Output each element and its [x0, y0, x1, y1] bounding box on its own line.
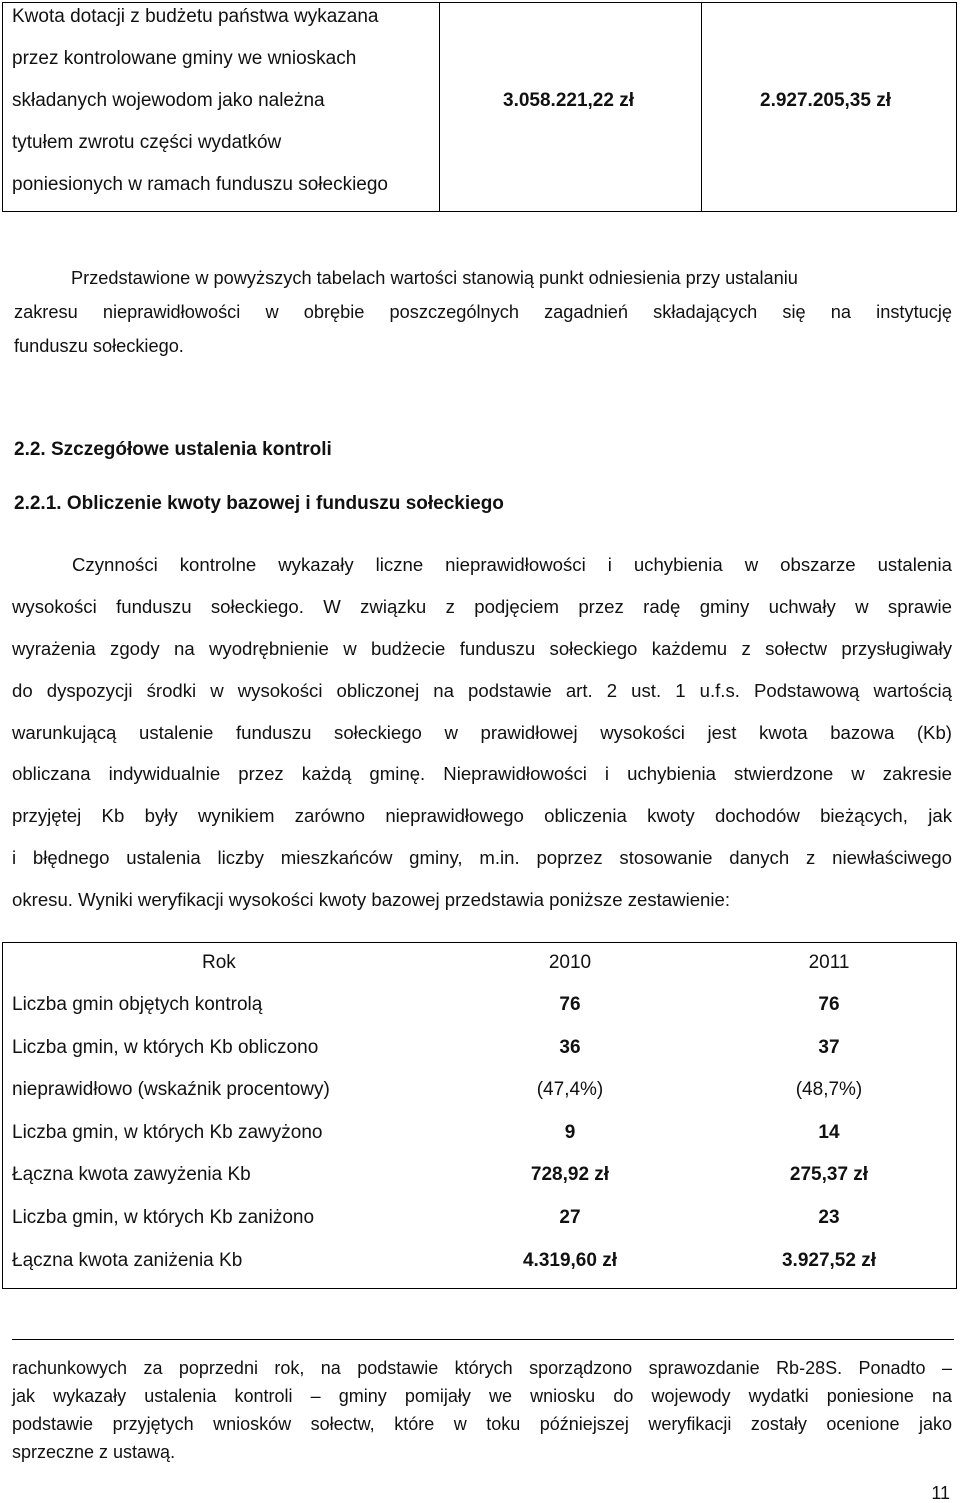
table-cell-2010: 27 [559, 1207, 581, 1228]
table-row-label: Łączna kwota zaniżenia Kb [12, 1250, 243, 1271]
paragraph-line: warunkującą ustalenie funduszu sołeckiego w prawidłowej wysokości jest kwota bazowa (Kb) [12, 722, 952, 743]
table-cell-2010: 36 [559, 1037, 581, 1058]
page-number: 11 [931, 1483, 950, 1503]
table-cell-2011: 14 [818, 1122, 840, 1143]
footnote-line: jak wykazały ustalenia kontroli – gminy pomijały we wniosku do wojewody wydatki poniesione na [12, 1386, 952, 1406]
table-row-label: nieprawidłowo (wskaźnik procentowy) [12, 1079, 330, 1100]
table-cell-2011: 37 [818, 1037, 840, 1058]
paragraph-line: okresu. Wyniki weryfikacji wysokości kwoty bazowej przedstawia poniższe zestawienie: [12, 889, 731, 910]
top-table-label-line: poniesionych w ramach funduszu sołeckiego [12, 174, 388, 195]
subsection-heading: 2.2.1. Obliczenie kwoty bazowej i funduszu sołeckiego [14, 493, 504, 514]
table-cell-2011: 275,37 zł [789, 1164, 869, 1185]
table-cell-2011: 76 [818, 994, 840, 1015]
top-table-label-line: Kwota dotacji z budżetu państwa wykazana [12, 6, 379, 27]
table-cell-2010: 4.319,60 zł [522, 1250, 618, 1271]
table-cell-2010: 9 [564, 1122, 576, 1143]
table-row-label: Liczba gmin, w których Kb zawyżono [12, 1122, 323, 1143]
table-cell-2011-percent: (48,7%) [795, 1079, 863, 1100]
footnote-separator [12, 1339, 954, 1340]
section-heading: 2.2. Szczegółowe ustalenia kontroli [14, 439, 332, 460]
paragraph-line: wyrażenia zgody na wyodrębnienie w budżecie funduszu sołeckiego każdemu z sołectw przysługiwały [12, 638, 952, 659]
table-cell-2011: 23 [818, 1207, 840, 1228]
top-table-value-2011: 2.927.205,35 zł [760, 90, 891, 111]
table-row-label: Liczba gmin, w których Kb zaniżono [12, 1207, 315, 1228]
table-header-2010: 2010 [548, 952, 592, 973]
top-table-label-line: przez kontrolowane gminy we wnioskach [12, 48, 357, 69]
top-table-value-2010: 3.058.221,22 zł [503, 90, 634, 111]
footnote-line: sprzeczne z ustawą. [12, 1442, 176, 1462]
table-header-2011: 2011 [808, 952, 850, 973]
paragraph-line: do dyspozycji środki w wysokości obliczonej na podstawie art. 2 ust. 1 u.f.s. Podstawową wartością [12, 680, 952, 701]
table-cell-2010-percent: (47,4%) [536, 1079, 604, 1100]
footnote-line: podstawie przyjętych wniosków sołectw, które w toku późniejszej weryfikacji zostały ocenione jako [12, 1414, 952, 1434]
paragraph-line: wysokości funduszu sołeckiego. W związku z podjęciem przez radę gminy uchwały w sprawie [12, 596, 952, 617]
table-row-label: Liczba gmin objętych kontrolą [12, 994, 263, 1015]
paragraph-line: zakresu nieprawidłowości w obrębie poszczególnych zagadnień składających się na instytucję [14, 302, 952, 322]
table-row-label: Liczba gmin, w których Kb obliczono [12, 1037, 319, 1058]
paragraph-line: funduszu sołeckiego. [14, 336, 184, 356]
top-table-label-line: składanych wojewodom jako należna [12, 90, 325, 111]
paragraph-line: przyjętej Kb były wynikiem zarówno nieprawidłowego obliczenia kwoty dochodów bieżących, jak [12, 805, 952, 826]
paragraph-line: i błędnego ustalenia liczby mieszkańców gminy, m.in. poprzez stosowanie danych z niewłaściwego [12, 847, 952, 868]
paragraph-line: Czynności kontrolne wykazały liczne nieprawidłowości i uchybienia w obszarze ustalenia [72, 554, 952, 575]
paragraph-line: Przedstawione w powyższych tabelach wartości stanowią punkt odniesienia przy ustalaniu [71, 268, 798, 288]
footnote-line: rachunkowych za poprzedni rok, na podstawie których sporządzono sprawozdanie Rb-28S. Ponadto – [12, 1358, 952, 1378]
paragraph-line: obliczana indywidualnie przez każdą gminę. Nieprawidłowości i uchybienia stwierdzone w zakresie [12, 763, 952, 784]
table-row-label: Łączna kwota zawyżenia Kb [12, 1164, 251, 1185]
table-cell-2011: 3.927,52 zł [781, 1250, 877, 1271]
table-cell-2010: 728,92 zł [530, 1164, 610, 1185]
top-table-label-line: tytułem zwrotu części wydatków [12, 132, 282, 153]
table-header-rok: Rok [202, 952, 236, 973]
table-cell-2010: 76 [559, 994, 581, 1015]
